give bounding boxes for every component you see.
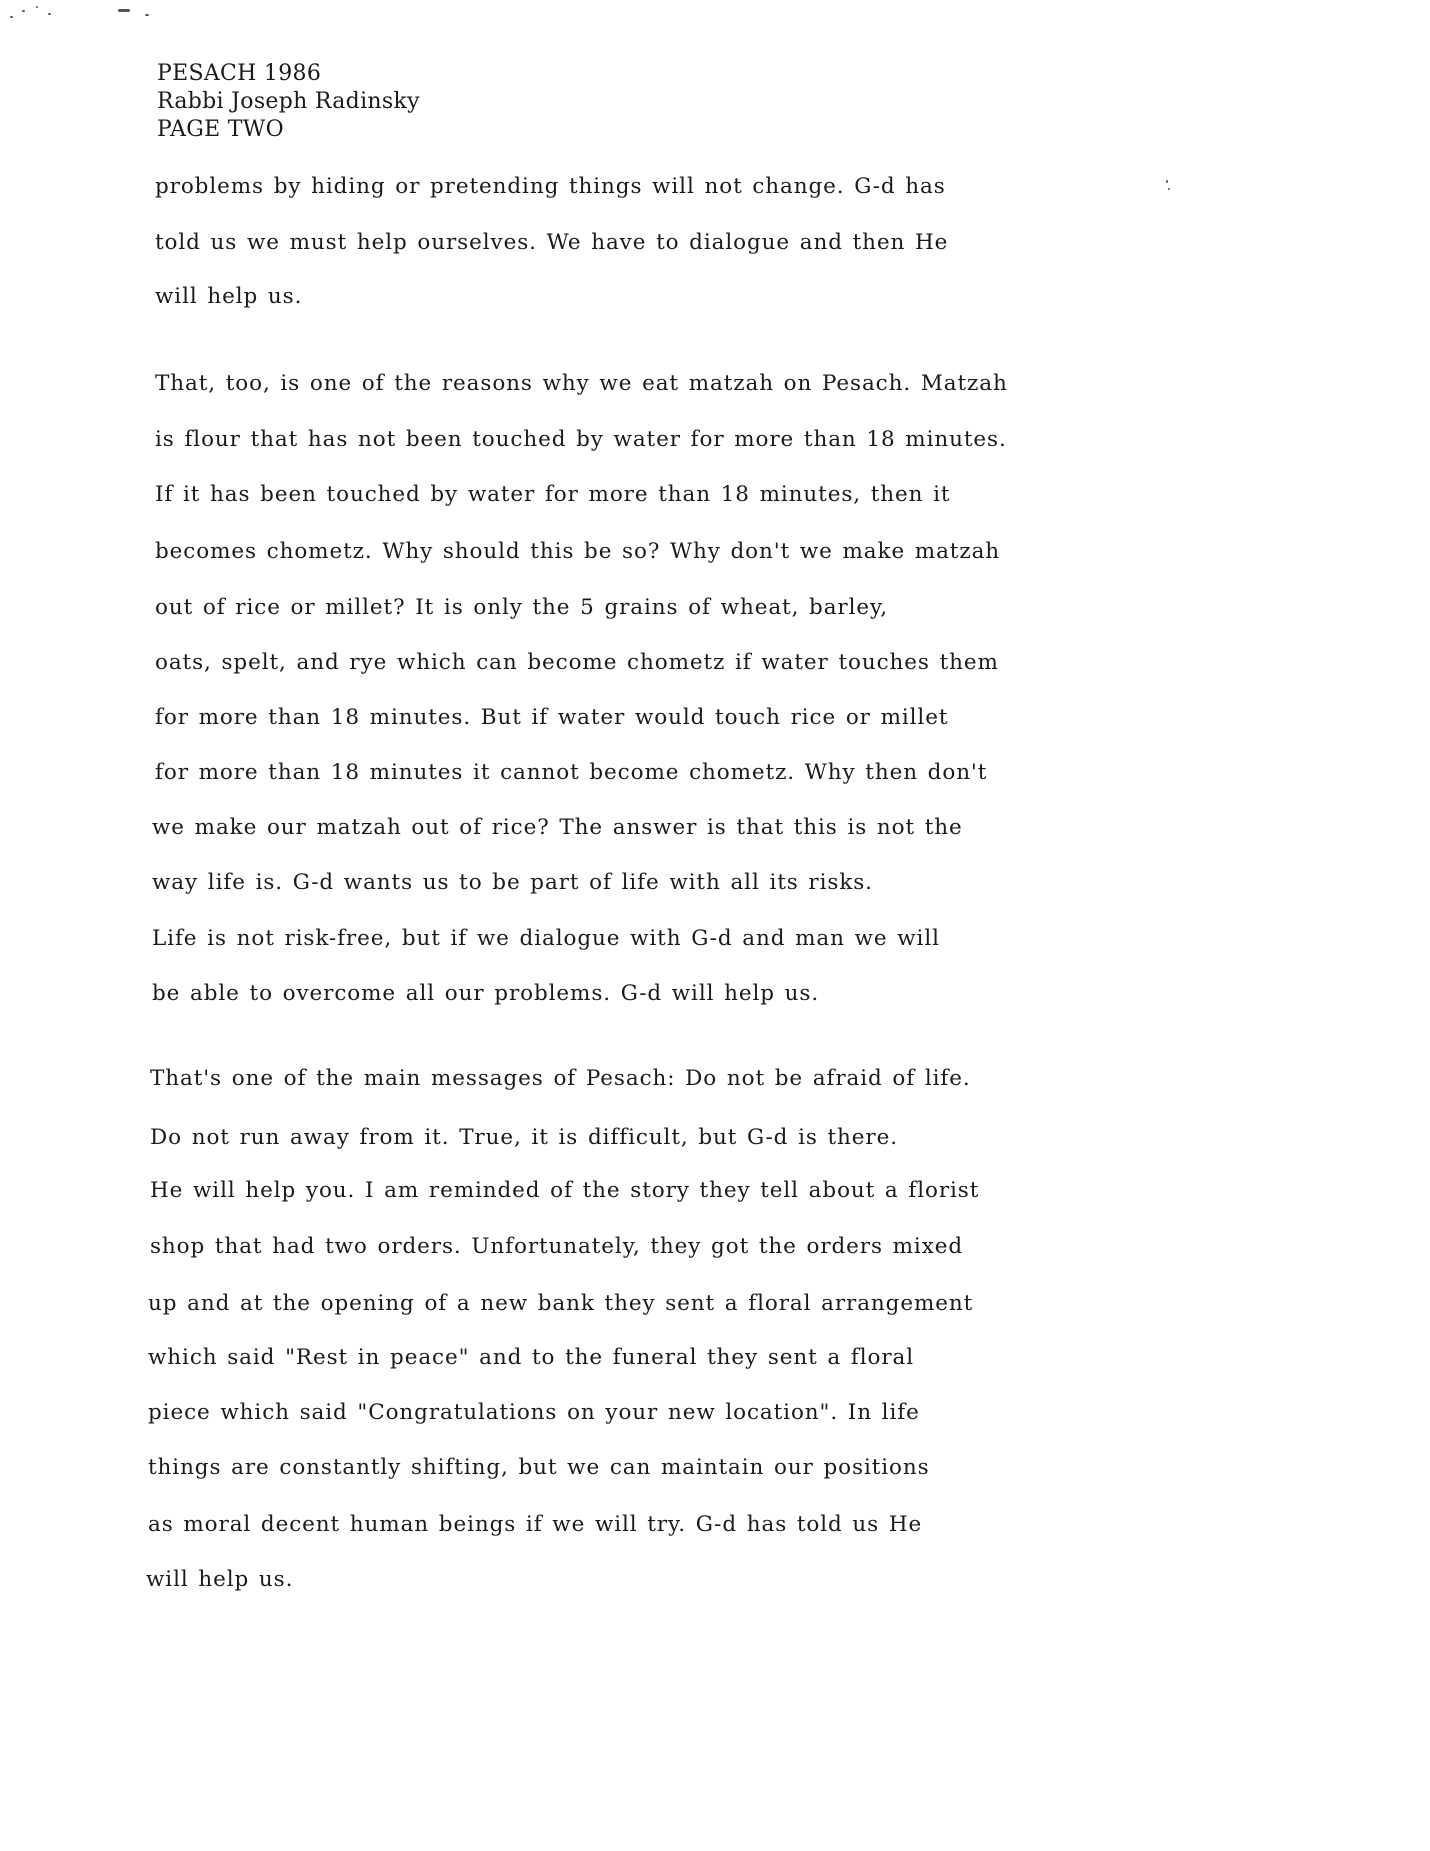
scan-speck	[1166, 180, 1168, 183]
paragraph-2-line: be able to overcome all our problems. G-d will help us.	[152, 981, 820, 1006]
scan-speck	[48, 13, 51, 15]
paragraph-3-line: He will help you. I am reminded of the story they tell about a florist	[150, 1178, 980, 1203]
paragraph-3-line: which said "Rest in peace" and to the funeral they sent a floral	[148, 1345, 915, 1370]
scan-speck	[118, 9, 130, 12]
paragraph-2-line: out of rice or millet? It is only the 5 grains of wheat, barley,	[155, 595, 888, 620]
paragraph-2-line: for more than 18 minutes. But if water would touch rice or millet	[155, 705, 949, 730]
paragraph-1-line: problems by hiding or pretending things will not change. G-d has	[155, 174, 946, 199]
paragraph-2-line: becomes chometz. Why should this be so? Why don't we make matzah	[155, 539, 1001, 564]
paragraph-2-line: is flour that has not been touched by water for more than 18 minutes.	[155, 427, 1007, 452]
header-title: PESACH 1986	[157, 61, 322, 86]
paragraph-2-line: way life is. G-d wants us to be part of life with all its risks.	[152, 870, 873, 895]
document-header	[157, 60, 420, 144]
scan-speck	[145, 14, 149, 16]
paragraph-1-line: told us we must help ourselves. We have to dialogue and then He	[155, 230, 949, 255]
paragraph-3-line: as moral decent human beings if we will try. G-d has told us He	[148, 1512, 923, 1537]
scan-speck	[1168, 188, 1170, 190]
paragraph-2-line: oats, spelt, and rye which can become chometz if water touches them	[155, 650, 999, 675]
scan-speck	[22, 10, 25, 12]
header-author: Rabbi Joseph Radinsky	[157, 89, 420, 114]
paragraph-3-line: That's one of the main messages of Pesach: Do not be afraid of life.	[150, 1066, 971, 1091]
paragraph-3-line: up and at the opening of a new bank they sent a floral arrangement	[148, 1291, 974, 1316]
paragraph-3-line: things are constantly shifting, but we can maintain our positions	[148, 1455, 930, 1480]
paragraph-3-line: Do not run away from it. True, it is difficult, but G-d is there.	[150, 1125, 898, 1150]
scan-speck	[10, 16, 13, 18]
scan-speck	[36, 6, 38, 8]
paragraph-2-line: for more than 18 minutes it cannot become chometz. Why then don't	[155, 760, 988, 785]
paragraph-3-line: shop that had two orders. Unfortunately, they got the orders mixed	[150, 1234, 964, 1259]
paragraph-2-line: If it has been touched by water for more than 18 minutes, then it	[155, 482, 951, 507]
paragraph-2-line: we make our matzah out of rice? The answer is that this is not the	[152, 815, 963, 840]
paragraph-2-line: Life is not risk-free, but if we dialogue with G-d and man we will	[152, 926, 940, 951]
header-page-label: PAGE TWO	[157, 117, 285, 142]
paragraph-2-line: That, too, is one of the reasons why we eat matzah on Pesach. Matzah	[155, 371, 1008, 396]
paragraph-3-line: will help us.	[146, 1567, 294, 1592]
paragraph-3-line: piece which said "Congratulations on your new location". In life	[148, 1400, 920, 1425]
paragraph-1-line: will help us.	[155, 284, 303, 309]
